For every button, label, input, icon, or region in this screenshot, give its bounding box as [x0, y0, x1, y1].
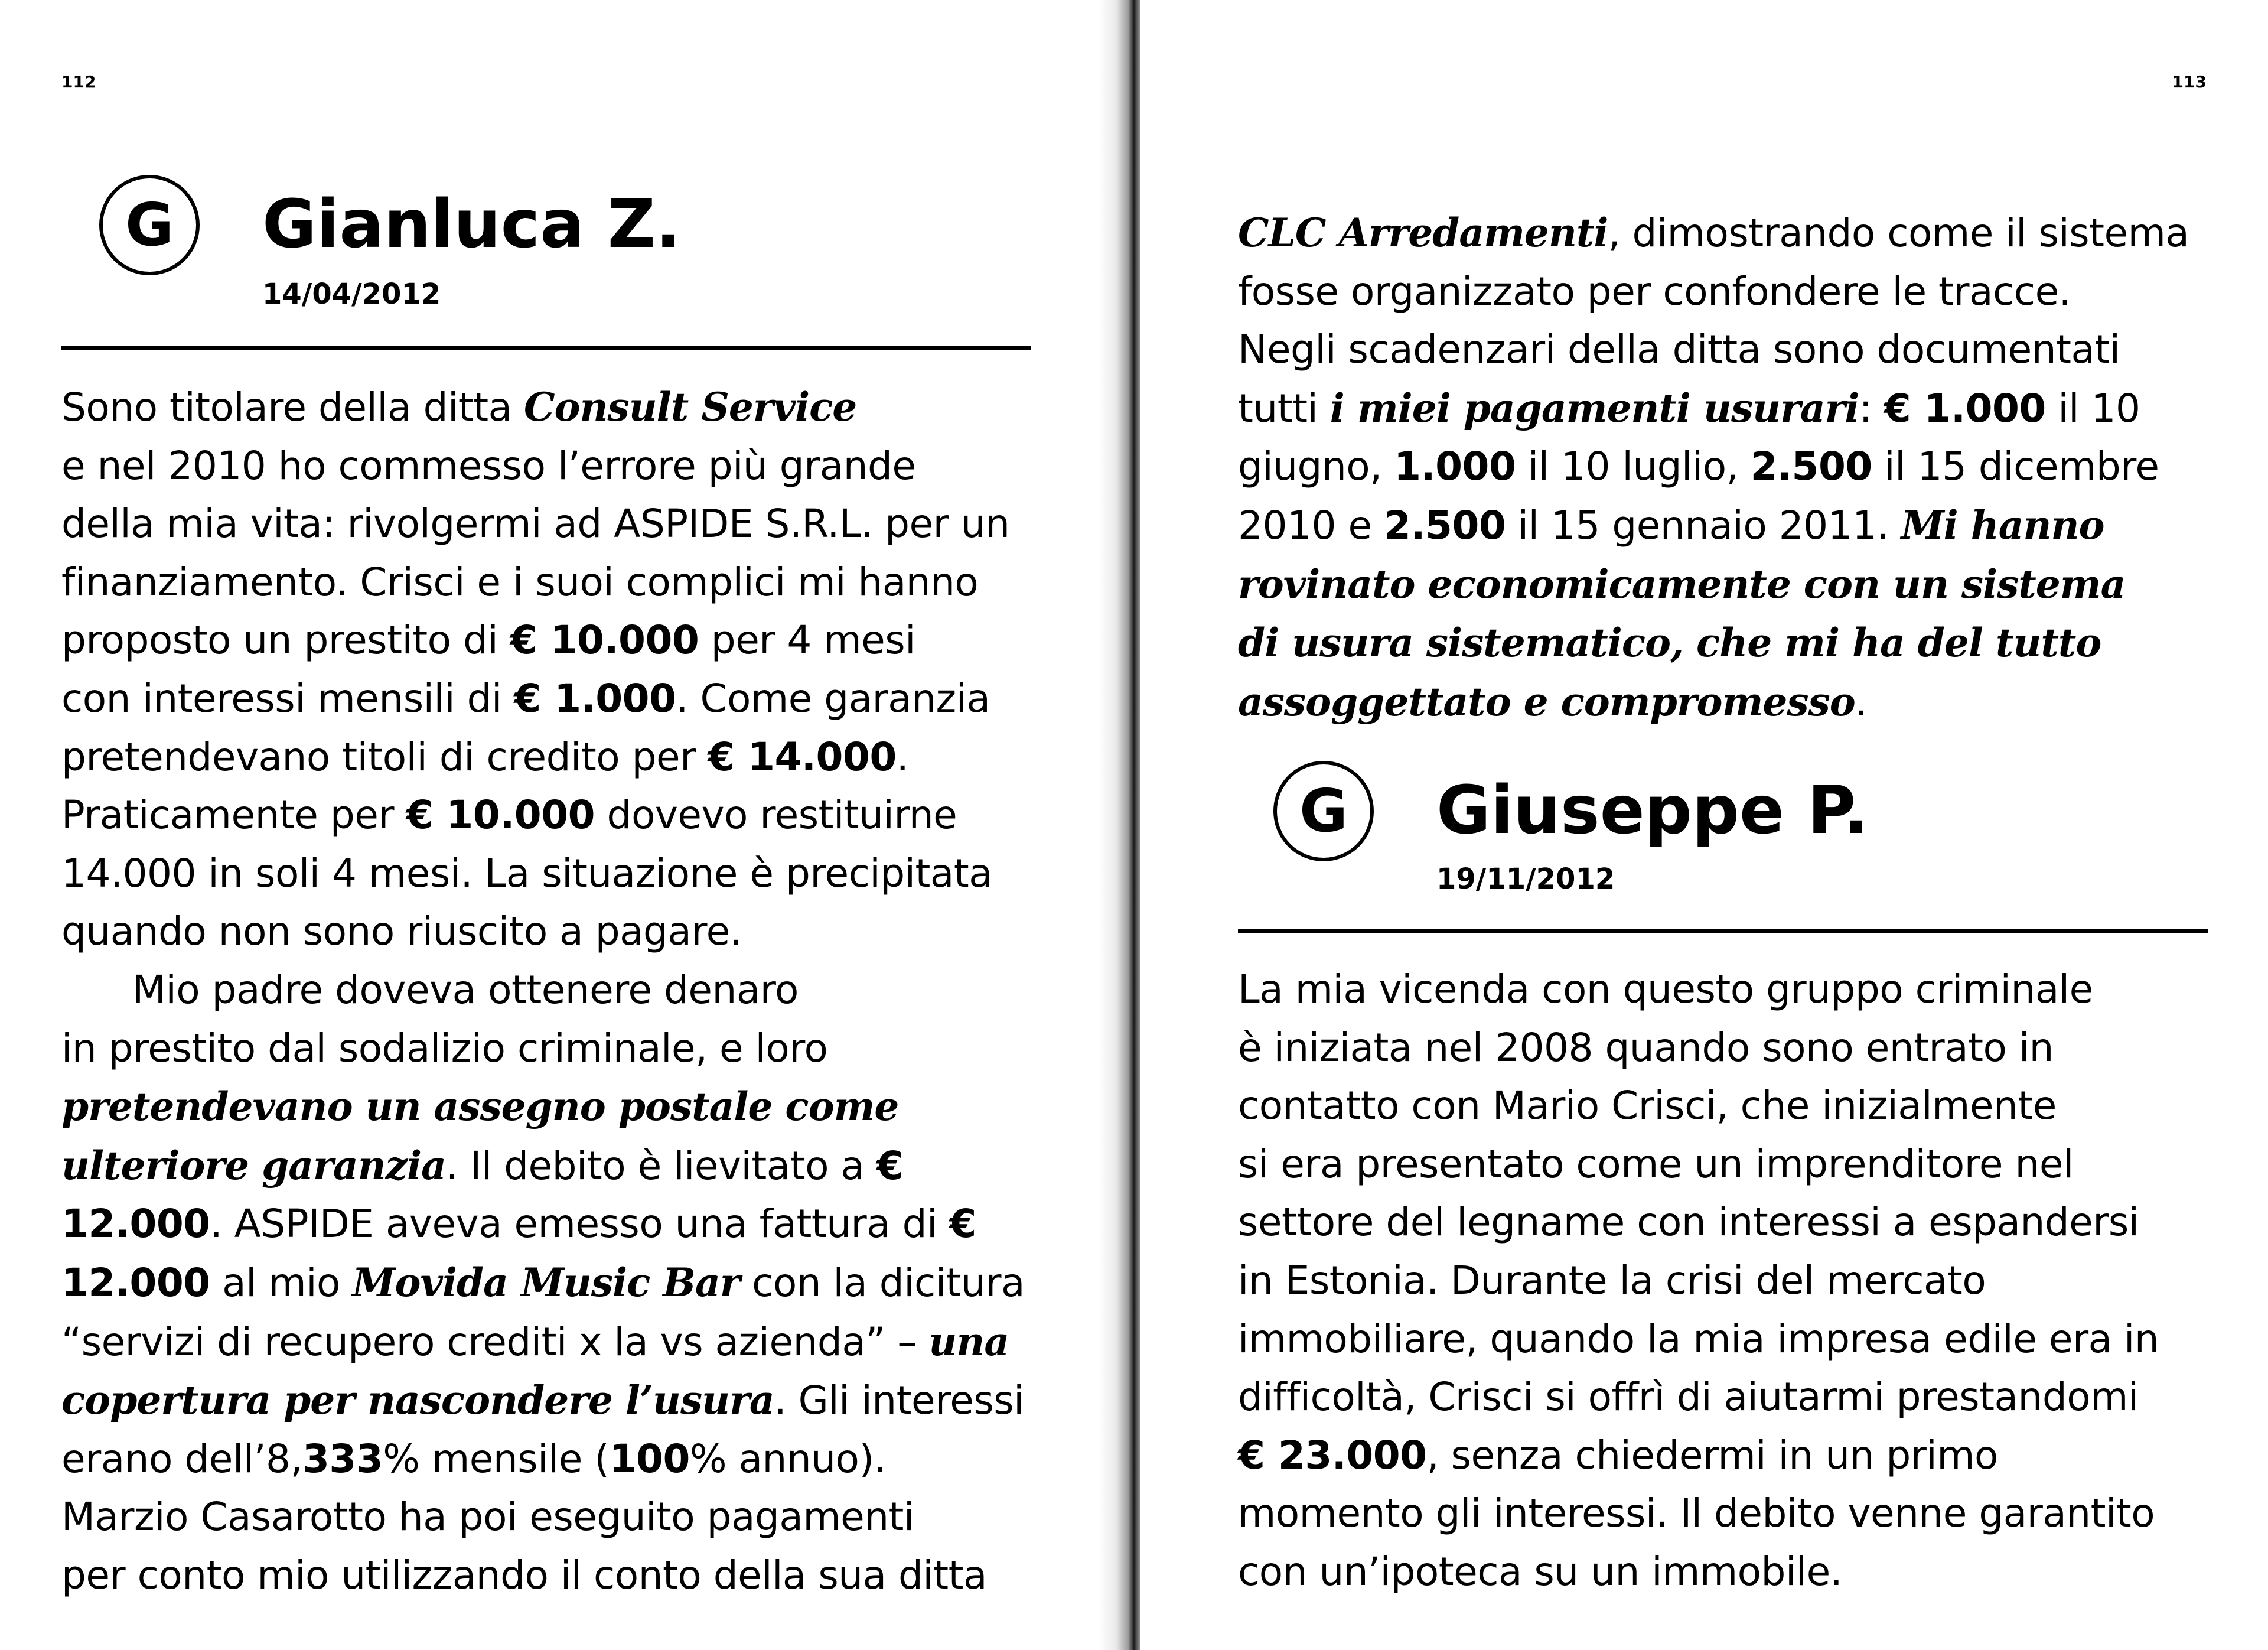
bold-amount: €: [949, 1201, 976, 1247]
text-run: della mia vita: rivolgermi ad ASPIDE S.R.L. per un: [61, 501, 1010, 547]
text-line: [1238, 1135, 2159, 1194]
entry-date: 14/04/2012: [262, 278, 441, 311]
bold-amount: 2.500: [1750, 444, 1872, 490]
text-line: [61, 961, 1025, 1020]
divider: [1238, 929, 2208, 933]
bold-amount: € 1.000: [1884, 385, 2046, 431]
text-run: . ASPIDE aveva emesso una fattura di: [210, 1201, 950, 1247]
text-run: in prestito dal sodalizio criminale, e loro: [61, 1025, 828, 1071]
entry-name: Gianluca Z.: [262, 186, 681, 263]
text-run: La mia vicenda con questo gruppo criminale: [1238, 966, 2093, 1012]
text-run: il 15 dicembre: [1872, 444, 2159, 490]
text-line: [1238, 204, 2189, 263]
text-run: e nel 2010 ho commesso l’errore più grande: [61, 442, 916, 489]
bold-amount: 100: [609, 1436, 690, 1482]
text-line: [61, 495, 1025, 554]
text-run: , dimostrando come il sistema: [1608, 210, 2189, 256]
emphasis-text: Movida Music Bar: [352, 1259, 740, 1306]
text-line: [61, 1020, 1025, 1078]
text-run: , senza chiedermi in un primo: [1426, 1432, 1998, 1478]
text-run: “servizi di recupero crediti x la vs azienda” –: [61, 1319, 929, 1365]
bold-amount: €: [876, 1143, 904, 1189]
text-run: è iniziata nel 2008 quando sono entrato in: [1238, 1024, 2054, 1070]
text-line: [61, 903, 1025, 961]
text-line: [61, 554, 1025, 612]
bold-amount: € 23.000: [1238, 1432, 1427, 1478]
text-run: con interessi mensili di: [61, 675, 514, 721]
text-line: [1238, 1019, 2159, 1078]
continuation-text: [1238, 204, 2189, 731]
text-line: [1238, 1310, 2159, 1369]
text-run: erano dell’8,: [61, 1436, 302, 1482]
text-line: [61, 1430, 1025, 1489]
text-run: il 10 luglio,: [1516, 444, 1751, 490]
text-run: settore del legname con interessi a espandersi: [1238, 1199, 2139, 1245]
text-run: in Estonia. Durante la crisi del mercato: [1238, 1257, 1986, 1303]
text-run: difficoltà, Crisci si offrì di aiutarmi prestandomi: [1238, 1374, 2139, 1420]
entry-initial-badge: G: [99, 175, 200, 275]
text-run: % mensile (: [383, 1436, 610, 1482]
text-line: [61, 786, 1025, 845]
text-line: [1238, 1252, 2159, 1310]
emphasis-text: di usura sistematico, che mi ha del tutto: [1238, 620, 2101, 666]
text-line: [61, 845, 1025, 903]
page-number: 113: [2172, 72, 2207, 92]
text-run: . Il debito è lievitato a: [445, 1143, 876, 1189]
bold-amount: € 14.000: [708, 734, 897, 780]
emphasis-text: copertura per nascondere l’usura: [61, 1377, 774, 1424]
body-text: [1238, 961, 2159, 1602]
entry-date: 19/11/2012: [1436, 863, 1615, 896]
bold-amount: € 10.000: [406, 792, 595, 838]
text-run: per 4 mesi: [699, 617, 916, 663]
emphasis-text: i miei pagamenti usurari: [1329, 385, 1859, 431]
text-line: [61, 1137, 1025, 1196]
text-run: . Gli interessi: [774, 1378, 1025, 1424]
text-line: [61, 1313, 1025, 1372]
bold-amount: 333: [302, 1436, 383, 1482]
emphasis-text: Mi hanno: [1901, 502, 2104, 548]
text-line: [61, 1371, 1025, 1430]
text-line: [1238, 438, 2189, 496]
emphasis-text: CLC Arredamenti: [1238, 210, 1608, 256]
text-line: [1238, 1077, 2159, 1135]
bold-amount: 12.000: [61, 1201, 210, 1247]
text-line: [1238, 673, 2189, 732]
text-run: proposto un prestito di: [61, 617, 510, 663]
emphasis-text: pretendevano un assegno postale come: [61, 1083, 899, 1130]
text-line: [61, 1488, 1025, 1547]
text-run: il 10: [2045, 385, 2140, 431]
text-run: Praticamente per: [61, 792, 406, 838]
text-line: [1238, 1427, 2159, 1485]
text-run: quando non sono riuscito a pagare.: [61, 909, 742, 955]
bold-amount: 2.500: [1384, 502, 1506, 548]
text-run: Mio padre doveva ottenere denaro: [132, 966, 799, 1013]
text-run: immobiliare, quando la mia impresa edile era in: [1238, 1316, 2159, 1362]
text-line: [61, 1078, 1025, 1137]
text-line: [1238, 961, 2159, 1019]
text-run: . Come garanzia: [676, 675, 990, 721]
right-page: [1140, 0, 2268, 1650]
text-run: pretendevano titoli di credito per: [61, 734, 708, 780]
text-run: momento gli interessi. Il debito venne garantito: [1238, 1490, 2155, 1537]
text-line: [61, 437, 1025, 496]
bold-amount: € 1.000: [514, 675, 676, 721]
text-line: [1238, 1485, 2159, 1543]
text-run: si era presentato come un imprenditore nel: [1238, 1141, 2074, 1187]
text-line: [61, 378, 1025, 437]
text-run: fosse organizzato per confondere le tracce.: [1238, 268, 2071, 314]
text-run: 14.000 in soli 4 mesi. La situazione è precipitata: [61, 850, 993, 896]
text-line: [1238, 321, 2189, 379]
text-run: per conto mio utilizzando il conto della sua ditta: [61, 1552, 987, 1598]
text-run: .: [1855, 679, 1868, 725]
bold-amount: € 10.000: [510, 617, 699, 663]
text-run: con un’ipoteca su un immobile.: [1238, 1548, 1843, 1594]
text-line: [1238, 496, 2189, 555]
text-line: [1238, 1368, 2159, 1427]
text-run: tutti: [1238, 385, 1330, 431]
text-line: [61, 1254, 1025, 1313]
text-run: Sono titolare della ditta: [61, 385, 524, 430]
text-run: .: [896, 734, 909, 780]
left-page: [0, 0, 1128, 1650]
text-line: [61, 1195, 1025, 1254]
page-number: 112: [61, 72, 96, 92]
emphasis-text: Consult Service: [524, 384, 857, 430]
bold-amount: 1.000: [1394, 444, 1516, 490]
text-run: contatto con Mario Crisci, che inizialmente: [1238, 1083, 2057, 1129]
text-line: [61, 728, 1025, 787]
emphasis-text: assoggettato e compromesso: [1238, 678, 1855, 725]
body-text: [61, 378, 1025, 1605]
text-run: Negli scadenzari della ditta sono documentati: [1238, 327, 2120, 373]
text-line: [1238, 263, 2189, 321]
emphasis-text: rovinato economicamente con un sistema: [1238, 561, 2126, 607]
emphasis-text: ulteriore garanzia: [61, 1142, 446, 1189]
bold-amount: 12.000: [61, 1260, 210, 1306]
text-run: % annuo).: [689, 1436, 887, 1482]
text-line: [1238, 379, 2189, 438]
text-run: giugno,: [1238, 444, 1394, 490]
entry-name: Giuseppe P.: [1436, 772, 1869, 849]
text-run: il 15 gennaio 2011.: [1506, 502, 1901, 548]
text-run: con la dicitura: [739, 1260, 1025, 1306]
text-line: [61, 670, 1025, 728]
text-run: dovevo restituirne: [595, 792, 957, 838]
text-run: finanziamento. Crisci e i suoi complici mi hanno: [61, 559, 979, 605]
text-run: al mio: [210, 1260, 353, 1306]
text-run: Marzio Casarotto ha poi eseguito pagamenti: [61, 1494, 914, 1540]
text-run: :: [1859, 385, 1884, 431]
divider: [61, 346, 1031, 350]
text-line: [1238, 555, 2189, 614]
text-run: 2010 e: [1238, 502, 1384, 548]
entry-initial-badge: G: [1273, 761, 1374, 861]
text-line: [1238, 614, 2189, 673]
text-line: [1238, 1193, 2159, 1252]
text-line: [61, 611, 1025, 670]
emphasis-text: una: [928, 1318, 1009, 1365]
text-line: [1238, 1543, 2159, 1602]
text-line: [61, 1547, 1025, 1605]
